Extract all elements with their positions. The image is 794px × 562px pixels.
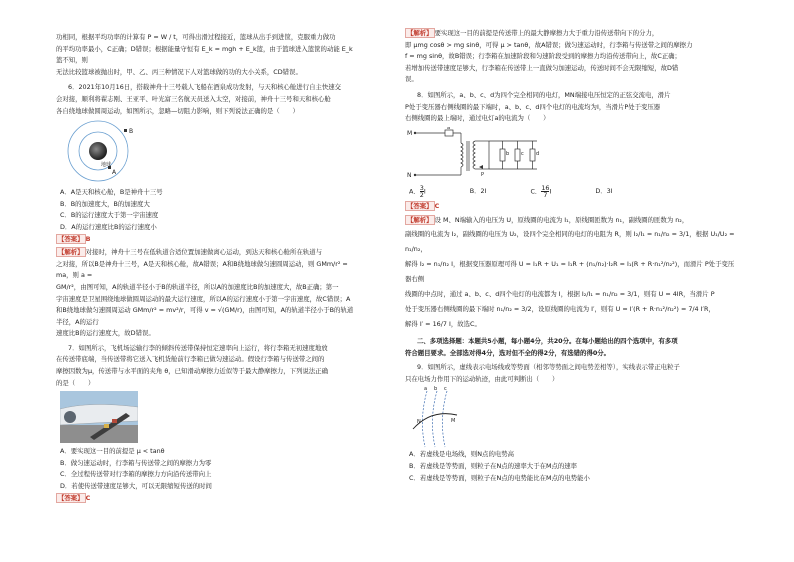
- analysis-tag: 【解析】: [407, 216, 433, 225]
- analysis-text: 宇宙速度是卫星围绕地球做圆周运动的最大运行速度，所以A的运行速度小于第一宇宙速度，故C错误；A: [56, 294, 351, 303]
- answer-tag: 【答案】: [58, 493, 84, 502]
- question-6: [56, 82, 356, 117]
- option: C．全过程传送带对行李箱的摩擦力方向沿传送带向上: [60, 470, 212, 479]
- analysis-text: 解得 I₂ = n₁/n₂ I，根据变压器原理可得 U = I₁R + U₁ = I₁R + (n₁/n₂)·I₂R = I₁(R + R·n₁²/n₂²)，而滑片 P处于变压器右侧: [405, 259, 735, 283]
- orbit-diagram: [56, 119, 356, 185]
- option: C．B的运行速度大于第一宇宙速度: [60, 211, 159, 220]
- question-text: 在传送带底端，当传送带将它送入飞机货舱前行李箱已做匀速运动。假设行李箱与传送带之间的: [56, 355, 325, 364]
- label-a: A: [112, 169, 117, 177]
- option: A． $\frac{3}{2}$ I: [409, 184, 426, 200]
- section-title: 二、多项选择题：本题共5小题，每小题4分，共20分。在每小题给出的四个选项中，有多项: [417, 336, 678, 345]
- analysis-text: GM/r²，由图可知，A的轨道半径小于B的轨道半径，所以A的加速度比B的加速度大，故B正确；第一: [56, 282, 339, 291]
- analysis-line: [405, 215, 740, 227]
- question-text: 8．如图所示，a、b、c、d为四个完全相同的电灯，MN端接电压恒定的正弦交流电，滑片: [417, 90, 671, 99]
- satellite-b-icon: [124, 129, 127, 132]
- question-text: 摩擦因数为μ，传送带与水平面的夹角 θ，已知滑动摩擦力近似等于最大静摩擦力，下列说法正确: [56, 367, 329, 376]
- dashed-line-b: [432, 391, 437, 447]
- field-lines-figure: [405, 385, 485, 449]
- analysis-tag: 【解析】: [58, 248, 84, 257]
- analysis-text: 解得 I′ = 16/7 I，故选C。: [405, 319, 481, 328]
- analysis-text: 若增加传送带速度足够大，行李箱在传送带上一直做匀加速运动，传送时间不会无限缩短，故D错: [405, 63, 679, 72]
- option: A．A是天和核心舱，B是神舟十三号: [60, 188, 163, 197]
- question-8: [405, 90, 740, 125]
- label-b: B: [129, 128, 134, 136]
- field-diagram: [405, 385, 740, 449]
- option: D．3I: [595, 186, 613, 195]
- question-text: 的是（ ）: [56, 378, 95, 387]
- question-9: [405, 362, 740, 385]
- section-title: 符合题目要求。全部选对得4分，选对但不全的得2分，有选错的得0分。: [405, 348, 611, 357]
- question-text: 只在电场力作用下的运动轨迹，由此可判断出（ ）: [405, 374, 559, 383]
- analysis-text: f = mg sinθ，故B错误；行李箱在加速阶段和匀速阶段受到的摩擦力均沿传送带向上，故C正确；: [405, 52, 681, 61]
- analysis-text: 和B绕地球做匀速圆周运动 GMm/r² = mv²/r，可得 v = √(GM/r)，由图可知，A的轨道半径小于B的轨道半径，A的运行: [56, 306, 354, 326]
- terminal-n: [414, 174, 416, 176]
- earth-icon: [89, 142, 107, 160]
- option: D．若使传送带速度足够大，可以无限缩短传送的时间: [60, 482, 212, 491]
- airport-conveyor-image: [60, 391, 138, 443]
- analysis-text: 设 M、N端输入的电压为 U，原线圈的电流为 I₁，原线圈匝数为 n₁，副线圈的匝数为 n₂，: [434, 216, 689, 225]
- answer-tag: 【答案】: [407, 201, 433, 210]
- dashed-line-c: [442, 391, 447, 447]
- answer-line: [405, 201, 740, 213]
- label-b: b: [506, 150, 510, 157]
- option: B．若虚线是等势面，则粒子在N点的速率大于在M点的速率: [409, 461, 578, 470]
- label-earth: 地球: [101, 162, 112, 169]
- answer-value: B: [85, 234, 91, 243]
- analysis-text: 要实现这一目的前提是传送带上的最大静摩擦力大于重力沿传送带向下的分力，: [434, 29, 659, 37]
- question-text: 右侧线圈的最上端时，通过电灯a的电流为（ ）: [405, 114, 550, 123]
- option: C． $\frac{16}{7}$ I: [530, 184, 552, 200]
- fraction: $\frac{3}{2}$: [419, 184, 424, 200]
- label-n: N: [407, 171, 412, 179]
- analysis-text: 即 μmg cosθ > mg sinθ，可得 μ > tanθ，故A错误；做匀速运动时，行李箱与传送带之间的摩擦力: [405, 40, 693, 49]
- label-n: N: [417, 419, 421, 426]
- option: C．若虚线是等势面，则粒子在N点的电势能比在M点的电势能小: [409, 473, 590, 482]
- analysis-text: 副线圈的电流为 I₂，副线圈的电压为 U₂，设四个完全相同的电灯的电阻为 R，则 I₂/I₁ = n₁/n₂ = 3/1，根据 U₁/U₂ = n₁/n₂，: [405, 229, 735, 253]
- answer-value: C: [85, 493, 91, 502]
- analysis-text: 之对接，所以B是神舟十三号，A是天和核心舱，故A错误；A和B绕地球做匀速圆周运动，则 GMm/r² = ma，则 a =: [56, 259, 348, 280]
- question-text: 7．如图所示，飞机场运输行李的倾斜传送带保持恒定速率向上运行，将行李箱无初速度地放: [68, 343, 328, 352]
- label-p: P: [481, 171, 485, 178]
- luggage-icon: [104, 424, 109, 428]
- label-c: c: [444, 386, 447, 393]
- option: B．做匀速运动时，行李箱与传送带之间的摩擦力为零: [60, 458, 212, 467]
- label-m: M: [451, 418, 456, 425]
- answer-line: [56, 234, 356, 246]
- analysis-text: 速度比B的运行速度大，故D错误。: [56, 329, 155, 338]
- label-m: M: [407, 129, 413, 137]
- right-column: [405, 0, 740, 484]
- analysis-tag: 【解析】: [407, 29, 433, 37]
- option: A．要实现这一目的前提是 μ < tanθ: [60, 447, 165, 456]
- paragraph: 的平均功率最小，C正确；D错误；根据能量守恒有 E_k = mgh + E_k篮，由于篮球进入篮筐的动能 E_k篮不知，则: [56, 44, 353, 65]
- answer-value: C: [434, 201, 440, 210]
- question-text: 会对接，顺利将翟志刚、王亚平、叶光富三名航天员送入太空，对接前，神舟十三号和天和核心舱: [56, 94, 331, 103]
- analysis-text: 线圈的中点时，通过 a、b、c、d四个电灯的电流都为 I，根据 I₂/I₁ = n₁/n₂ = 3/1，则有 U = 4IR，当滑片 P: [405, 289, 715, 298]
- analysis-text: 对接时，神舟十三号在低轨道合适位置加速做离心运动，到达天和核心舱所在轨道与: [85, 248, 323, 257]
- option: D．A的运行速度比B的运行速度小: [60, 222, 157, 231]
- label-a: a: [447, 126, 451, 131]
- engine-icon: [64, 411, 76, 423]
- left-column: [56, 0, 356, 504]
- label-c: c: [521, 150, 524, 157]
- circuit-diagram: [405, 127, 740, 183]
- question-text: P处于变压器右侧线圈的最下端时，a、b、c、d四个电灯的电流均为I，当滑片P处于变压器: [405, 102, 661, 111]
- options-row: [405, 183, 740, 201]
- label-a: a: [424, 386, 428, 393]
- answer-line: [56, 493, 356, 505]
- analysis-text: 处于变压器右侧线圈的最下端时 n₁/n₂ = 3/2，设原线圈的电流为 I′，则有 U = I′(R + R·n₁²/n₂²) = 7/4 I′R，: [405, 304, 715, 313]
- paragraph: 功相同，根据平均功率的计算有 P = W / t，可得出滑过程接近，篮球从出手到进筐，克服重力做功: [56, 33, 336, 41]
- label-b: b: [434, 386, 438, 393]
- analysis-text: 误。: [405, 75, 418, 84]
- question-text: 9．如图所示，虚线表示电场线或等势面（相邻等势面之间电势差相等），实线表示带正电粒子: [417, 363, 680, 372]
- terminal-m: [414, 132, 416, 134]
- label-d: d: [536, 150, 540, 157]
- question-text: 各自绕地球做圆周运动，如图所示，忽略—切阻力影响，则下列说法正确的是（ ）: [56, 106, 299, 115]
- orbit-figure: [56, 119, 166, 185]
- analysis-line: [405, 28, 740, 40]
- section-heading: [405, 336, 740, 359]
- option: B．B的加速度大，B的加速度大: [60, 199, 150, 208]
- question-text: 6．2021年10月16日，搭载神舟十三号载人飞船在酒泉成功发射，与天和核心舱进行自主快速交: [68, 83, 342, 92]
- slider-p-icon: [479, 165, 483, 169]
- conveyor-photo: [60, 391, 356, 445]
- analysis-line: [56, 247, 356, 259]
- option: A．若虚线是电场线，则N点的电势高: [409, 450, 515, 459]
- question-7: [56, 343, 356, 389]
- fraction: $\frac{16}{7}$: [541, 184, 550, 200]
- option: B．2I: [469, 186, 487, 195]
- luggage-icon: [112, 419, 117, 423]
- transformer-circuit: [405, 127, 565, 183]
- paragraph: 无法比较篮球被抛出时，甲、乙、丙三种情况下人对篮球做的功的大小关系，CD错误。: [56, 67, 302, 76]
- answer-tag: 【答案】: [58, 234, 84, 243]
